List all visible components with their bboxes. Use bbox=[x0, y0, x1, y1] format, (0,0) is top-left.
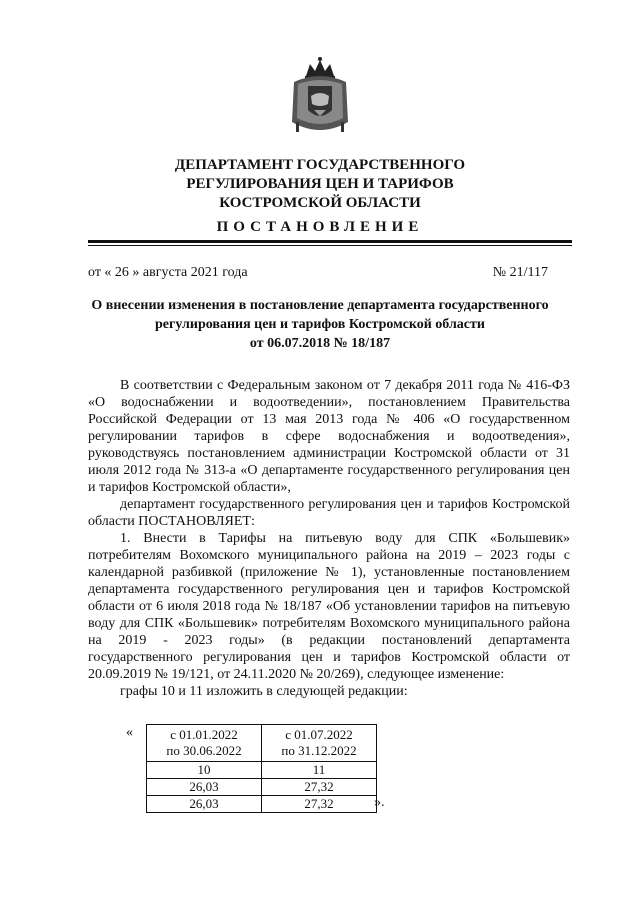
table-header-row bbox=[147, 725, 377, 762]
tariff-value-cell: 26,03 bbox=[147, 779, 262, 796]
header-cell-col-11 bbox=[262, 725, 377, 762]
document-date: от « 26 » августа 2021 года bbox=[88, 265, 248, 280]
tariff-value-cell: 26,03 bbox=[147, 796, 262, 813]
header-col-11-line-1: с 01.07.2022 bbox=[285, 727, 353, 742]
paragraph-item-1: 1. Внести в Тарифы на питьевую воду для СПК «Большевик» потребителям Вохомского муниципального района на 2019 – 2023 годы с календарной разбивкой (приложение № 1), установленные постановлением департамента государственного регулирования цен и тарифов Костромской области от 6 июля 2018 года № 18/187 «Об установлении тарифов на питьевую воду для СПК «Большевик» потребителям Вохомского муниципального района на 2019 - 2023 годы» (в редакции постановлений департамента государственного регулирования цен и тарифов Костромской области от 20.09.2019 № 19/121, от 24.11.2020 № 20/269), следующее изменение: bbox=[88, 531, 570, 682]
subject-line-3: от 06.07.2018 № 18/187 bbox=[249, 336, 391, 351]
tariff-value-cell: 27,32 bbox=[262, 779, 377, 796]
header-col-11-line-2: по 31.12.2022 bbox=[281, 743, 357, 758]
header-col-10-line-1: с 01.01.2022 bbox=[170, 727, 238, 742]
subject-line-2: регулирования цен и тарифов Костромской области bbox=[155, 317, 485, 332]
document-body bbox=[88, 377, 570, 700]
coat-of-arms-emblem bbox=[288, 52, 352, 138]
header-divider-thin bbox=[88, 245, 572, 246]
table-row bbox=[147, 796, 377, 813]
table-row bbox=[147, 779, 377, 796]
department-name-line-2: РЕГУЛИРОВАНИЯ ЦЕН И ТАРИФОВ bbox=[186, 176, 454, 192]
department-name-line-3: КОСТРОМСКОЙ ОБЛАСТИ bbox=[219, 195, 421, 211]
subject-line-1: О внесении изменения в постановление департамента государственного bbox=[91, 298, 549, 313]
paragraph-resolves: департамент государственного регулирования цен и тарифов Костромской области ПОСТАНОВЛЯЕТ: bbox=[88, 497, 570, 529]
header-divider-thick bbox=[88, 240, 572, 243]
document-subject bbox=[0, 296, 640, 353]
column-number-cell: 11 bbox=[262, 762, 377, 779]
header-cell-col-10 bbox=[147, 725, 262, 762]
table-quote-open: « bbox=[126, 725, 133, 740]
paragraph-legal-basis: В соответствии с Федеральным законом от 7 декабря 2011 года № 416-ФЗ «О водоснабжении и водоотведении», постановлением Правительства Российской Федерации от 13 мая 2013 года № 406 «О государственном регулировании тарифов в сфере водоснабжения и водоотведения», руководствуясь постановлением администрации Костромской области от 31 июля 2012 года № 313-а «О департаменте государственного регулирования цен и тарифов Костромской области», bbox=[88, 378, 570, 495]
department-name-line-1: ДЕПАРТАМЕНТ ГОСУДАРСТВЕННОГО bbox=[174, 157, 466, 173]
tariff-value-cell: 27,32 bbox=[262, 796, 377, 813]
paragraph-columns-note: графы 10 и 11 изложить в следующей редакции: bbox=[120, 684, 408, 699]
column-number-cell: 10 bbox=[147, 762, 262, 779]
document-number: № 21/117 bbox=[492, 265, 548, 280]
header-col-10-line-2: по 30.06.2022 bbox=[166, 743, 242, 758]
table-row bbox=[147, 762, 377, 779]
tariff-table bbox=[146, 724, 377, 813]
document-type-title: ПОСТАНОВЛЕНИЕ bbox=[216, 219, 424, 235]
table-quote-close: ». bbox=[374, 795, 385, 810]
